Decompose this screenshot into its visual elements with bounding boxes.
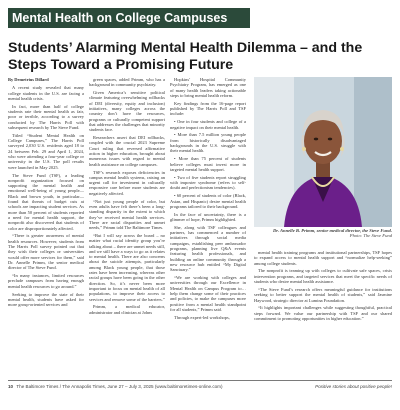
- paragraph: Titled “Student Mental Health on College Campuses,” The Harris Poll surveyed 2,030 U.S. residents aged 18 to 24 between Feb. 29 and April 1, 2024, who were attending a four-year college or university in the U.S. The poll results were launched in May 2025.: [8, 132, 84, 170]
- paragraph: “In many instances, limited resources preclude campuses from having enough mental health resources to go around.”: [8, 273, 84, 289]
- portrait-illustration: [254, 77, 392, 227]
- page-footer: [8, 384, 392, 389]
- article-column-3: [170, 77, 246, 323]
- bullet-item: • 60 percent of students of color (Black, Asian, and Hispanic) desire mental health programs tailored to their background.: [170, 193, 246, 209]
- paragraph: green spaces, added Primm, who has a background in community psychiatry.: [89, 77, 165, 88]
- photo-caption-text: Dr. Annelle B. Primm, senior medical director, the Steve Fund.: [272, 228, 392, 233]
- paragraph: “But I will say across the board – no matter what racial identity group you’re talking about – there are unmet needs still, and we still have a ways to go as it relates to mental health. There are also concerns about the suicide attempts, particularly among Black young people, that those rates have been increasing, whereas other racial groups have been going in the other direction. So, it’s never been more important to focus on mental health of all populations, to improve their access to services and remove some of the barriers.”: [89, 232, 165, 302]
- footer-tagline: Positive stories about positive people!: [315, 384, 392, 389]
- photo-caption: [254, 228, 392, 239]
- paragraph: mental health training programs and institutional partnerships, TSF hopes to expand access to mental health support and “normalize help-seeking” among college students.: [254, 250, 392, 266]
- publication-info: The Baltimore Times / The Annapolis Times, June 27 – July 3, 2025 (www.baltimoretimes-online.com): [16, 384, 223, 389]
- portrait-photo: [254, 77, 392, 227]
- section-banner: [8, 8, 250, 28]
- paragraph: “There is greater awareness of mental health resources. However, students from The Harris Poll survey pointed out that they wish their colleges or universities would offer more services for them,” said Dr. Annelle Primm, the senior medical director of The Steve Fund.: [8, 233, 84, 271]
- paragraph: TSF’s research exposes deficiencies in campus mental health systems, raising an urgent call for investment in culturally responsive care before more students are negatively affected.: [89, 169, 165, 196]
- article-headline: Students’ Alarming Mental Health Dilemma – and the Steps Toward a Promising Future: [8, 40, 363, 73]
- article-column-2: [89, 77, 165, 318]
- article-column-4: [254, 250, 392, 324]
- bullet-item: • More than 7.5 million young people from historically disadvantaged backgrounds in the U.S. struggle with their mental health.: [170, 132, 246, 154]
- section-banner-label: Mental Health on College Campuses: [12, 11, 228, 25]
- footer-divider: [8, 380, 392, 381]
- paragraph: Given America’s sensitive political climate featuring overwhelming rollbacks of DEI (diversity, equity and inclusion) initiatives, many colleges across the country don’t have the resources, programs or culturally competent support that addresses the challenges that minority students face.: [89, 90, 165, 133]
- bullet-item: • More than 75 percent of students believe colleges must invest more in targeted mental health support.: [170, 156, 246, 172]
- page-number: 10: [8, 384, 14, 389]
- paragraph: In fact, more than half of college students rate their mental health as fair, poor or terrible, according to a survey conducted by The Harris Poll with subsequent research by The Steve Fund.: [8, 103, 84, 130]
- bullet-item: • Two of five students report struggling with imposter syndrome (refers to self-doubt and perfectionism tendencies).: [170, 174, 246, 191]
- paragraph: Researchers assert that DEI rollbacks, coupled with the crucial 2023 Supreme Court ruling that reversed affirmative action in higher education, brought about numerous issues with regard to mental health assistance on college campuses.: [89, 135, 165, 167]
- bullet-item: • One in four students and college of a negative impact on their mental health.: [170, 119, 246, 130]
- paragraph: Seeking to improve the state of their mental health, students have asked for more group-oriented services and: [8, 291, 84, 308]
- paragraph: The Steve Fund (TSF), a leading nonprofit organization focused on supporting the mental health and emotional well-being of young people—Black and brown youth, in particular— found that threats of budget cuts at schools are impacting student services. As more than 50 percent of students reported a need for mental health support, the nonprofit also discovered that students of color are disproportionately affected.: [8, 172, 84, 231]
- paragraph: A recent study revealed that many college students in the U.S. are facing a mental health crisis.: [8, 85, 84, 101]
- paragraph: “Not just young people of color, but even adults have felt there’s been a long-standing disparity in the extent to which they’ve received mental health services. There are racial disparities and unmet needs,” Primm told The Baltimore Times.: [89, 198, 165, 231]
- paragraph: She, along with TSF colleagues and partners, has commenced a number of initiatives through social media campaigns, establishing peer ambassador programs, planning live Q&A events featuring health professionals, and building an online community through a new resource hub entitled “My Digital Sanctuary.”: [170, 224, 246, 273]
- paragraph: “We are working with colleges and universities through our Excellence in Mental Health on Campus Program to… help them change some of their practices and policies, to make the campuses more positive from a mental health standpoint for all students,” Primm said.: [170, 275, 246, 312]
- byline: By Demetrius Dillard: [8, 77, 49, 82]
- paragraph: “The Steve Fund’s research offers meaningful guidance for institutions seeking to better support the mental health of students,” said Jasmine Haywood, strategic director at Lumina Foundation.: [254, 286, 392, 303]
- paragraph: Primm, a medical educator, administrator and clinician at Johns: [89, 304, 165, 315]
- paragraph: “It highlights important challenges while suggesting thoughtful, practical steps forward. We value our partnership with TSF and our shared commitment to promoting opportunities in higher education.”: [254, 305, 392, 322]
- footer-left: [8, 384, 223, 389]
- paragraph: Through expert-led workshops,: [174, 314, 230, 320]
- paragraph: Hopkins’ Hospital Community Psychiatry Program, has emerged as one of many health leaders taking actionable steps to bring mental health reform.: [170, 77, 246, 98]
- paragraph: Key findings from the 16-page report published by The Harris Poll and TSF include:: [170, 100, 246, 117]
- paragraph: In the face of uncertainty, there is a glimmer of hope, Primm highlighted.: [170, 211, 246, 222]
- article-column-1: [8, 77, 84, 310]
- photo-credit: Photo: The Steve Fund: [349, 233, 392, 239]
- paragraph: The nonprofit is teaming up with colleges to cultivate safe spaces, crisis intervention programs, and targeted services that meet the specific needs of students who desire mental health assistance.: [254, 268, 392, 285]
